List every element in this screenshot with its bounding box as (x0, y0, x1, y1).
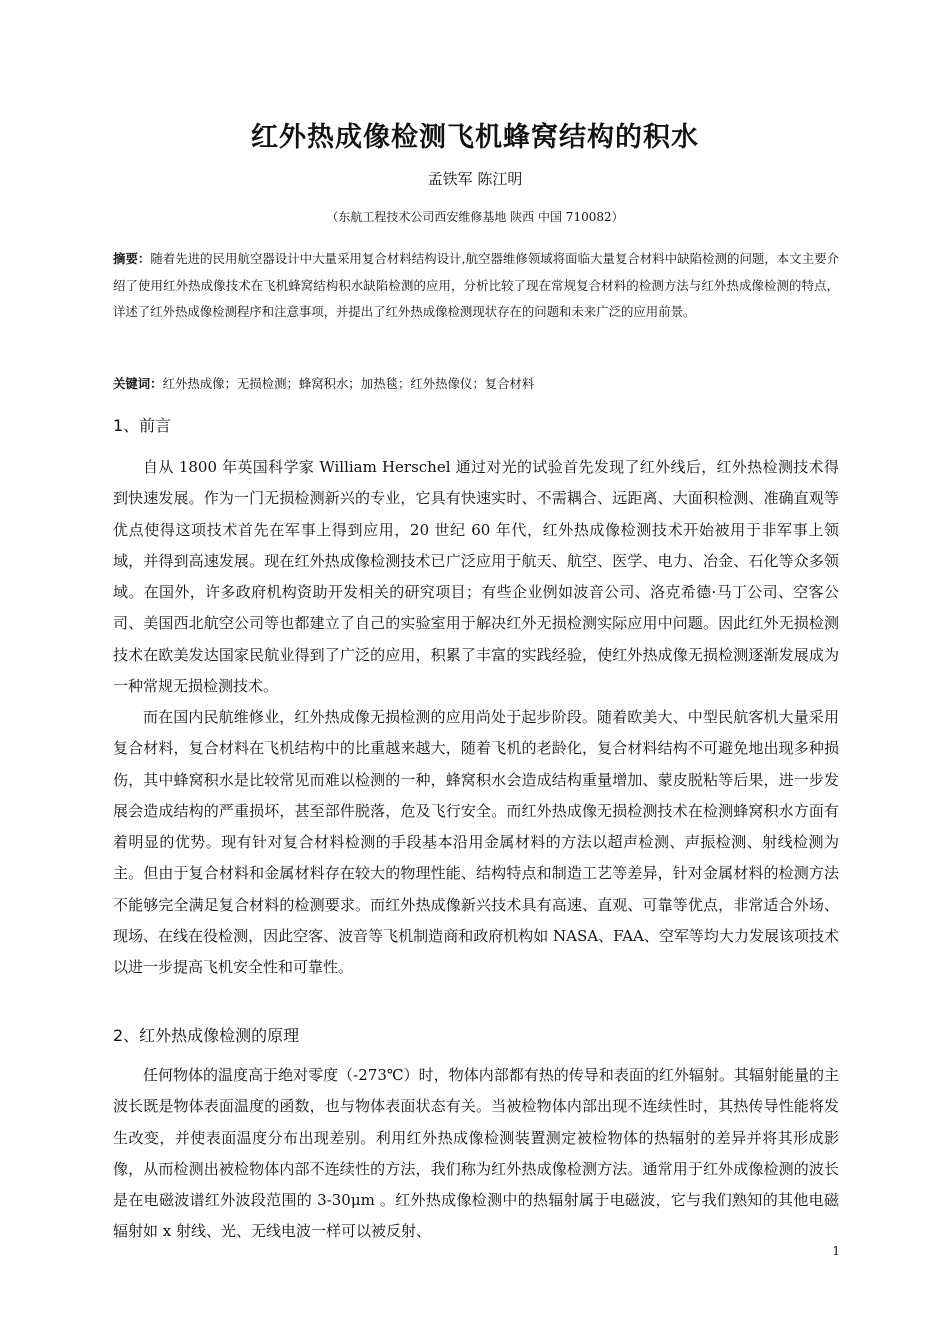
abstract-block (113, 246, 839, 326)
paragraph: 自从 1800 年英国科学家 William Herschel 通过对光的试验首先发现了红外线后，红外热检测技术得到快速发展。作为一门无损检测新兴的专业，它具有快速实时、不需耦合、远距离、大面积检测、准确直观等优点使得这项技术首先在军事上得到应用，20 世纪 60 年代，红外热成像检测技术开始被用于非军事上领域，并得到高速发展。现在红外热成像检测技术已广泛应用于航天、航空、医学、电力、冶金、石化等众多领域。在国外，许多政府机构资助开发相关的研究项目；有些企业例如波音公司、洛克希德·马丁公司、空客公司、美国西北航空公司等也都建立了自己的实验室用于解决红外无损检测实际应用中问题。因此红外无损检测技术在欧美发达国家民航业得到了广泛的应用，积累了丰富的实践经验，使红外热成像无损检测逐渐发展成为一种常规无损检测技术。 (113, 458, 839, 696)
affiliation: （东航工程技术公司西安维修基地 陕西 中国 710082） (326, 210, 624, 224)
abstract-label: 摘要： (113, 251, 151, 266)
keywords-block (113, 373, 839, 395)
paragraph: 任何物体的温度高于绝对零度（-273℃）时，物体内部都有热的传导和表面的红外辐射。其辐射能量的主波长既是物体表面温度的函数，也与物体表面状态有关。当被检物体内部出现不连续性时，其热传导性能将发生改变，并使表面温度分布出现差别。利用红外热成像检测装置测定被检物体的热辐射的差异并将其形成影像，从而检测出被检物体内部不连续性的方法，我们称为红外热成像检测方法。通常用于红外成像检测的波长是在电磁波谱红外波段范围的 3-30μm 。红外热成像检测中的热辐射属于电磁波，它与我们熟知的其他电磁辐射如 x 射线、光、无线电波一样可以被反射、 (113, 1066, 839, 1241)
paper-title: 红外热成像检测飞机蜂窝结构的积水 (251, 122, 699, 153)
author-list: 孟铁军 陈江明 (427, 170, 523, 188)
section-heading-principle: 2、红外热成像检测的原理 (113, 1026, 300, 1045)
abstract-text: 随着先进的民用航空器设计中大量采用复合材料结构设计,航空器维修领域将面临大量复合材料中缺陷检测的问题，本文主要介绍了使用红外热成像技术在飞机蜂窝结构积水缺陷检测的应用，分析比较了现在常规复合材料的检测方法与红外热成像检测的特点，详述了红外热成像检测程序和注意事项，并提出了红外热成像检测现状存在的问题和未来广泛的应用前景。 (113, 251, 839, 319)
section-heading-introduction: 1、前言 (113, 416, 172, 435)
page-number: 1 (832, 1244, 840, 1258)
keywords-label: 关键词： (113, 376, 163, 391)
paragraph: 而在国内民航维修业，红外热成像无损检测的应用尚处于起步阶段。随着欧美大、中型民航客机大量采用复合材料，复合材料在飞机结构中的比重越来越大，随着飞机的老龄化，复合材料结构不可避免地出现多种损伤，其中蜂窝积水是比较常见而难以检测的一种，蜂窝积水会造成结构重量增加、蒙皮脱粘等后果，进一步发展会造成结构的严重损坏，甚至部件脱落，危及飞行安全。而红外热成像无损检测技术在检测蜂窝积水方面有着明显的优势。现有针对复合材料检测的手段基本沿用金属材料的方法以超声检测、声振检测、射线检测为主。但由于复合材料和金属材料存在较大的物理性能、结构特点和制造工艺等差异，针对金属材料的检测方法不能够完全满足复合材料的检测要求。而红外热成像新兴技术具有高速、直观、可靠等优点，非常适合外场、现场、在线在役检测，因此空客、波音等飞机制造商和政府机构如 NASA、FAA、空军等均大力发展该项技术以进一步提高飞机安全性和可靠性。 (113, 708, 839, 977)
keywords-text: 红外热成像；无损检测；蜂窝积水；加热毯；红外热像仪；复合材料 (162, 376, 535, 391)
